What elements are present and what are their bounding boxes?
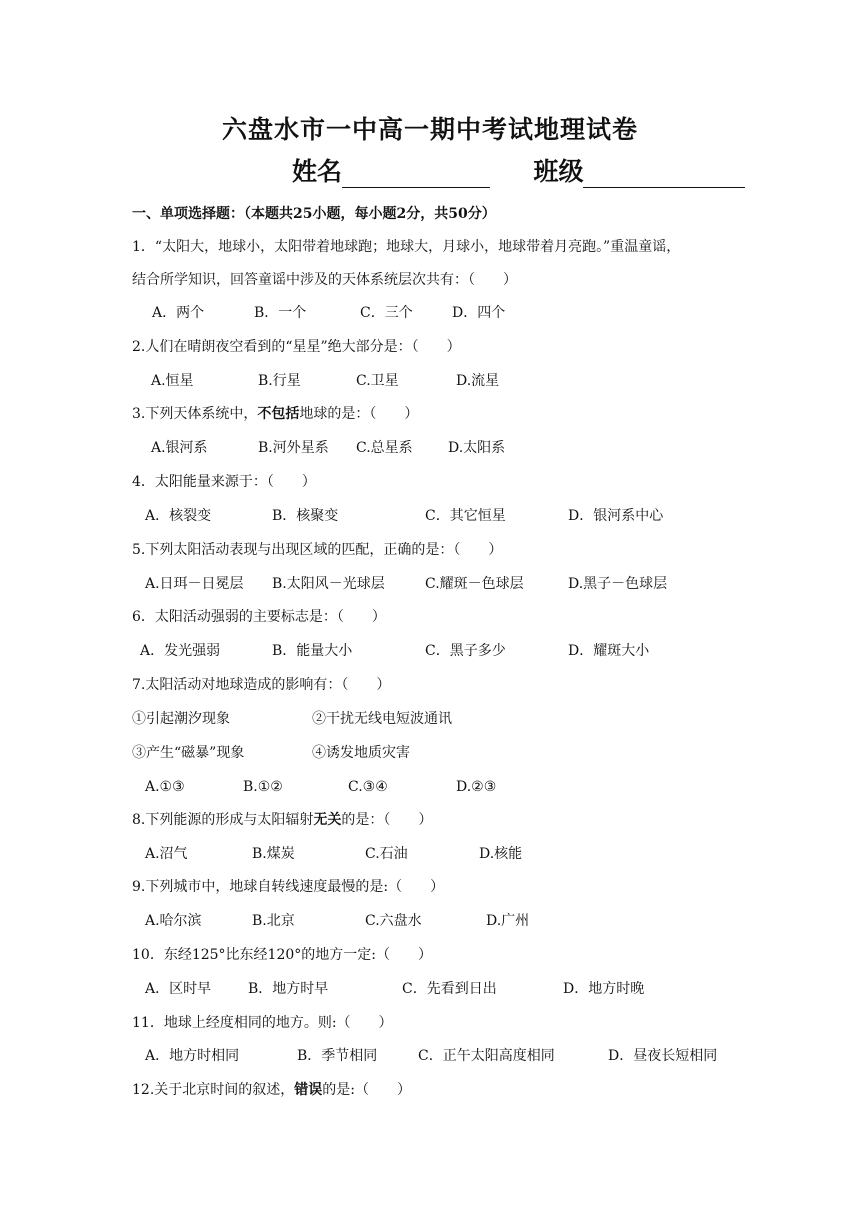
question-11-stem: 11．地球上经度相同的地方。则:（ ） (132, 1015, 393, 1031)
question-1-option-b: B．一个 (254, 305, 307, 321)
question-9-option-a: A.哈尔滨 (145, 913, 202, 929)
question-8-option-c: C.石油 (365, 846, 408, 862)
question-2-stem: 2.人们在晴朗夜空看到的“星星”绝大部分是：（ ） (132, 339, 461, 355)
exam-title: 六盘水市一中高一期中考试地理试卷 (221, 115, 638, 144)
question-7-item-2: ②干扰无线电短波通讯 (312, 711, 452, 727)
question-4-option-b: B．核聚变 (272, 508, 339, 524)
question-1-stem-line2: 结合所学知识，回答童谣中涉及的天体系统层次共有：（ ） (132, 272, 517, 288)
question-3-option-d: D.太阳系 (448, 440, 506, 456)
question-11-option-c: C．正午太阳高度相同 (418, 1048, 555, 1064)
name-class-row (292, 152, 745, 188)
question-3-option-c: C.总星系 (356, 440, 413, 456)
class-label: 班级 (533, 157, 584, 186)
question-3-stem (132, 404, 418, 424)
question-2-option-c: C.卫星 (356, 373, 399, 389)
question-10-option-c: C．先看到日出 (402, 981, 497, 997)
question-7-item-3: ③产生“磁暴”现象 (132, 745, 245, 761)
question-5-option-d: D.黑子－色球层 (568, 576, 668, 592)
question-9-option-d: D.广州 (486, 913, 530, 929)
question-6-option-c: C．黑子多少 (425, 643, 506, 659)
section-heading: 一、单项选择题：（本题共25小题，每小题2分，共50分） (132, 206, 496, 222)
question-6-option-a: A．发光强弱 (140, 643, 221, 659)
question-8-stem-post: 的是：（ ） (341, 812, 433, 828)
question-3-stem-pre: 3.下列天体系统中， (132, 406, 258, 422)
question-4-stem: 4．太阳能量来源于：（ ） (132, 474, 316, 490)
question-2-option-b: B.行星 (258, 373, 301, 389)
question-8-option-b: B.煤炭 (252, 846, 295, 862)
name-label: 姓名 (292, 157, 343, 186)
question-1-option-c: C．三个 (360, 305, 413, 321)
question-9-stem: 9.下列城市中，地球自转线速度最慢的是:（ ） (132, 879, 445, 895)
question-11-option-a: A．地方时相同 (145, 1048, 240, 1064)
question-11-option-d: D．昼夜长短相同 (608, 1048, 718, 1064)
question-5-option-c: C.耀斑－色球层 (425, 576, 524, 592)
question-2-option-a: A.恒星 (151, 373, 194, 389)
question-3-stem-post: 地球的是：（ ） (299, 406, 419, 422)
question-7-option-c: C.③④ (348, 779, 388, 795)
question-7-item-4: ④诱发地质灾害 (312, 745, 410, 761)
question-8-option-d: D.核能 (479, 846, 523, 862)
question-4-option-a: A．核裂变 (145, 508, 212, 524)
question-7-stem: 7.太阳活动对地球造成的影响有：（ ） (132, 677, 391, 693)
question-8-stem (132, 810, 432, 830)
question-3-option-b: B.河外星系 (258, 440, 329, 456)
question-4-option-c: C．其它恒星 (425, 508, 506, 524)
question-8-stem-emphasis: 无关 (313, 812, 342, 828)
question-8-option-a: A.沼气 (145, 846, 188, 862)
question-12-stem-post: 的是:（ ） (322, 1082, 411, 1098)
question-1-option-a: A．两个 (152, 305, 205, 321)
name-blank (342, 159, 490, 188)
question-3-option-a: A.银河系 (151, 440, 208, 456)
question-10-stem: 10．东经125°比东经120°的地方一定:（ ） (132, 947, 432, 963)
question-10-option-a: A．区时早 (145, 981, 212, 997)
question-12-stem (132, 1080, 411, 1100)
question-5-option-b: B.太阳风－光球层 (272, 576, 385, 592)
question-7-item-1: ①引起潮汐现象 (132, 711, 230, 727)
question-4-option-d: D．银河系中心 (568, 508, 664, 524)
question-11-option-b: B．季节相同 (297, 1048, 378, 1064)
question-5-stem: 5.下列太阳活动表现与出现区域的匹配，正确的是：（ ） (132, 542, 503, 558)
question-1-stem-line1: 1．“太阳大，地球小，太阳带着地球跑；地球大，月球小，地球带着月亮跑。”重温童谣， (132, 239, 681, 255)
question-12-stem-emphasis: 错误 (294, 1082, 323, 1098)
question-10-option-b: B．地方时早 (248, 981, 329, 997)
question-7-option-b: B.①② (243, 779, 283, 795)
question-7-option-a: A.①③ (145, 779, 185, 795)
question-12-stem-pre: 12.关于北京时间的叙述， (132, 1082, 295, 1098)
question-9-option-c: C.六盘水 (365, 913, 422, 929)
question-9-option-b: B.北京 (252, 913, 295, 929)
question-6-stem: 6．太阳活动强弱的主要标志是：（ ） (132, 609, 386, 625)
question-10-option-d: D．地方时晚 (563, 981, 645, 997)
question-8-stem-pre: 8.下列能源的形成与太阳辐射 (132, 812, 314, 828)
question-6-option-b: B．能量大小 (272, 643, 353, 659)
question-7-option-d: D.②③ (456, 779, 497, 795)
question-1-option-d: D．四个 (452, 305, 506, 321)
question-5-option-a: A.日珥－日冕层 (145, 576, 244, 592)
question-2-option-d: D.流星 (456, 373, 500, 389)
class-blank (583, 159, 745, 188)
question-6-option-d: D．耀斑大小 (568, 643, 650, 659)
question-3-stem-emphasis: 不包括 (257, 406, 300, 422)
